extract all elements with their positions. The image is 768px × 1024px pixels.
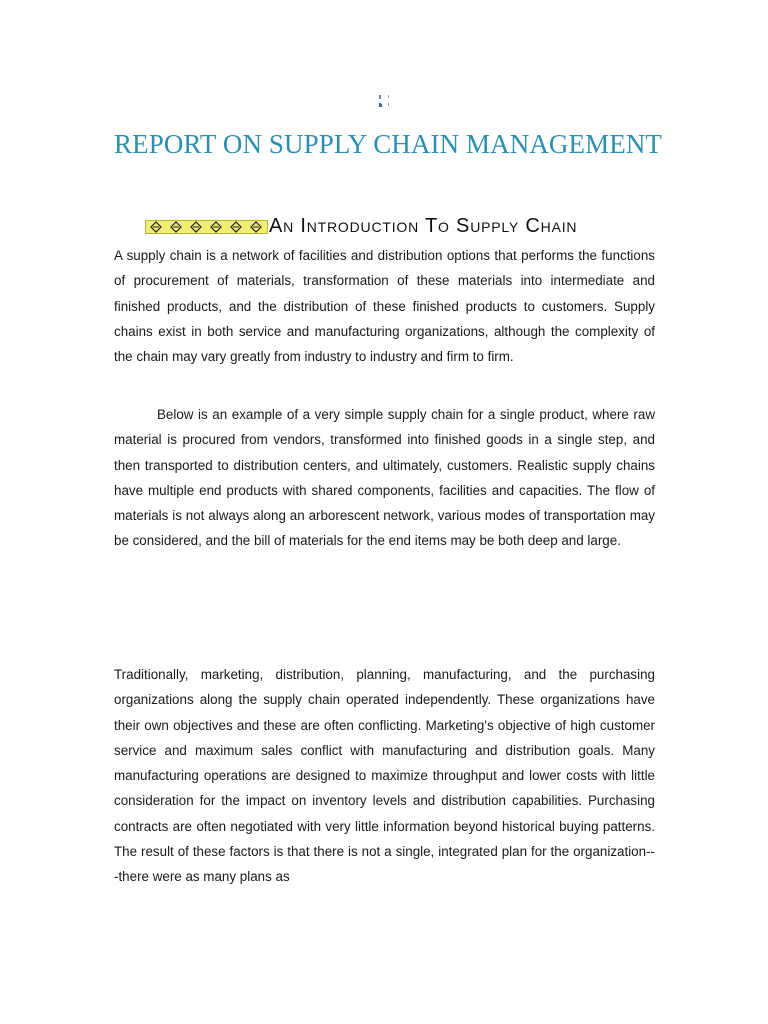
- section-heading: [145, 212, 577, 240]
- diamond-icon: [146, 221, 166, 233]
- page-marker-icon: [376, 92, 394, 112]
- diamond-icon: [226, 221, 246, 233]
- paragraph-definition: A supply chain is a network of facilities and distribution options that performs the functions of procurement of materials, transformation of these materials into intermediate and finished products, and the distribution of these finished products to customers. Supply chains exist in both service and manufacturing organizations, although the complexity of the chain may vary greatly from industry to industry and firm to firm.: [114, 248, 655, 365]
- diamond-icon: [246, 221, 266, 233]
- report-title: REPORT ON SUPPLY CHAIN MANAGEMENT: [114, 129, 663, 159]
- paragraph-traditional: Traditionally, marketing, distribution, planning, manufacturing, and the purchasing organizations along the supply chain operated independently. These organizations have their own objectives and these are often conflicting. Marketing's objective of high customer service and maximum sales conflict with manufacturing and distribution goals. Many manufacturing operations are designed to maximize throughput and lower costs with little consideration for the impact on inventory levels and distribution capabilities. Purchasing contracts are often negotiated with very little information beyond historical buying patterns. The result of these factors is that there is not a single, integrated plan for the organization---there were as many plans as: [114, 667, 655, 885]
- section-heading-text: An Introduction To Supply Chain: [269, 214, 578, 237]
- diamond-icon: [206, 221, 226, 233]
- paragraph-example: Below is an example of a very simple supply chain for a single product, where raw material is procured from vendors, transformed into finished goods in a single step, and then transported to distribution centers, and ultimately, customers. Realistic supply chains have multiple end products with shared components, facilities and capacities. The flow of materials is not always along an arborescent network, various modes of transportation may be considered, and the bill of materials for the end items may be both deep and large.: [114, 407, 655, 549]
- diamond-icon: [186, 221, 206, 233]
- diamond-icon: [166, 221, 186, 233]
- bullet-strip: [145, 220, 268, 234]
